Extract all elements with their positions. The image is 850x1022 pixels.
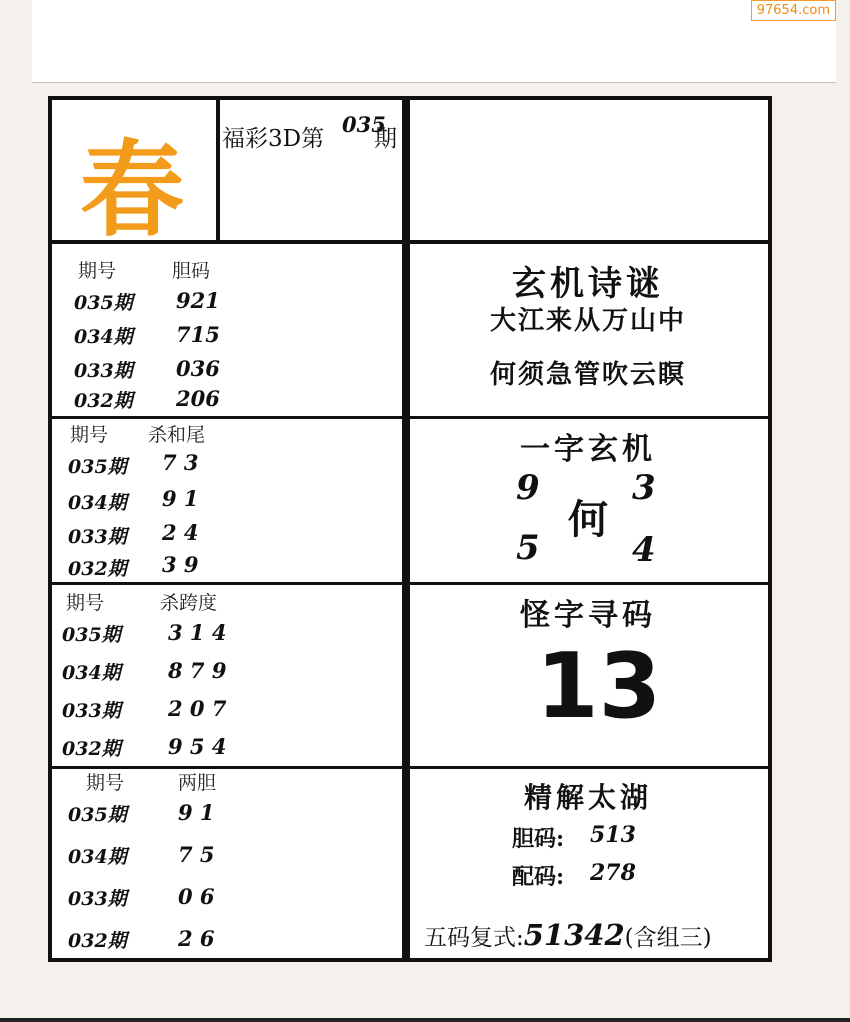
section3-row1-value: 3 1 4	[168, 620, 227, 645]
riddle-title: 玄机诗谜	[512, 264, 664, 304]
section3-row2-value: 8 7 9	[168, 658, 227, 683]
section1-row3-value: 036	[176, 356, 220, 381]
header-inner-divider	[216, 100, 220, 242]
section3-row2-issue: 034期	[62, 662, 121, 684]
section3-row3-value: 2 0 7	[168, 696, 227, 721]
section2-col2-label: 杀和尾	[148, 424, 206, 446]
section4-row4-issue: 032期	[68, 930, 127, 952]
taihu-five-code-value: 51342	[523, 918, 625, 952]
section2-row3-issue: 033期	[68, 526, 127, 548]
section2-row1-value: 7 3	[162, 450, 199, 475]
one-char-digit-top-right: 3	[632, 468, 656, 508]
taihu-five-code-line	[424, 918, 712, 952]
taihu-five-code-note: (含组三)	[624, 925, 712, 951]
section4-row2-issue: 034期	[68, 846, 127, 868]
riddle-line-1: 大江来从万山中	[489, 306, 686, 336]
taihu-title: 精解太湖	[523, 781, 652, 814]
section2-row4-value: 3 9	[162, 552, 199, 577]
section4-row3-issue: 033期	[68, 888, 127, 910]
section1-row1-issue: 035期	[74, 292, 133, 314]
title-prefix: 福彩3D第	[222, 126, 325, 152]
section3-col1-label: 期号	[66, 592, 105, 614]
one-char-digit-top-left: 9	[516, 468, 540, 508]
left-divider-2	[52, 582, 402, 585]
section3-row4-value: 9 5 4	[168, 734, 227, 759]
left-divider-1	[52, 416, 402, 419]
section4-row1-issue: 035期	[68, 804, 127, 826]
section4-row2-value: 7 5	[178, 842, 215, 867]
center-divider	[402, 100, 410, 958]
section4-row4-value: 2 6	[178, 926, 215, 951]
lottery-sheet	[48, 96, 772, 962]
title-issue-number: 035	[342, 112, 386, 137]
one-char-title: 一字玄机	[520, 432, 656, 467]
strange-char-title: 怪字寻码	[520, 598, 656, 633]
section1-row3-issue: 033期	[74, 360, 133, 382]
section1-row2-value: 715	[176, 322, 220, 347]
taihu-dan-label: 胆码:	[512, 826, 565, 852]
section3-col2-label: 杀跨度	[160, 592, 218, 614]
section1-row1-value: 921	[176, 288, 220, 313]
section1-col1-label: 期号	[78, 260, 117, 282]
section1-row2-issue: 034期	[74, 326, 133, 348]
section2-row1-issue: 035期	[68, 456, 127, 478]
taihu-pei-value: 278	[590, 860, 636, 886]
bottom-border	[0, 1018, 850, 1022]
section2-row2-value: 9 1	[162, 486, 199, 511]
section4-row3-value: 0 6	[178, 884, 215, 909]
section3-row3-issue: 033期	[62, 700, 121, 722]
site-watermark: 97654.com	[751, 0, 836, 21]
section2-row2-issue: 034期	[68, 492, 127, 514]
section4-col2-label: 两胆	[178, 772, 217, 794]
section1-col2-label: 胆码	[172, 260, 211, 282]
top-banner	[32, 0, 836, 83]
title-suffix: 期	[374, 126, 397, 152]
section3-row1-issue: 035期	[62, 624, 121, 646]
taihu-five-code-label: 五码复式:	[424, 925, 524, 951]
taihu-pei-label: 配码:	[512, 864, 565, 890]
riddle-line-2: 何须急管吹云瞑	[489, 360, 686, 390]
season-character: 春	[80, 129, 185, 251]
section1-row4-issue: 032期	[74, 390, 133, 412]
one-char-center-character: 何	[568, 496, 608, 543]
section4-row1-value: 9 1	[178, 800, 215, 825]
section4-col1-label: 期号	[86, 772, 125, 794]
section1-row4-value: 206	[176, 386, 220, 411]
strange-char-glyph: 13	[536, 634, 662, 739]
right-column	[410, 100, 768, 958]
one-char-digit-bottom-left: 5	[516, 528, 540, 568]
one-char-digit-bottom-right: 4	[632, 530, 656, 570]
section2-row3-value: 2 4	[162, 520, 199, 545]
section2-col1-label: 期号	[70, 424, 109, 446]
section2-row4-issue: 032期	[68, 558, 127, 580]
section3-row4-issue: 032期	[62, 738, 121, 760]
taihu-dan-value: 513	[590, 822, 636, 848]
